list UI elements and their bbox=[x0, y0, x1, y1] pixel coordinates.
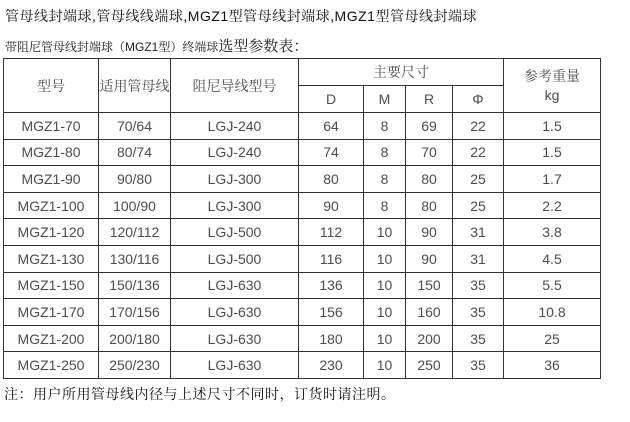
table-cell: 70/64 bbox=[99, 113, 171, 140]
spec-table bbox=[3, 58, 601, 379]
table-cell: 70 bbox=[406, 139, 453, 166]
table-row bbox=[4, 139, 601, 166]
table-row bbox=[4, 325, 601, 352]
table-cell: 31 bbox=[453, 245, 504, 272]
subtitle-table-caption: 选型参数表： bbox=[218, 38, 309, 55]
table-cell: 10 bbox=[364, 272, 406, 299]
table-cell: 90/80 bbox=[99, 166, 171, 193]
table-cell: 116 bbox=[299, 245, 364, 272]
table-cell: 80 bbox=[406, 192, 453, 219]
table-cell: 200 bbox=[406, 325, 453, 352]
header-damping-wire: 阻尼导线型号 bbox=[171, 59, 299, 113]
subtitle-product-name: 带阻尼管母线封端球（MGZ1型）终端球 bbox=[5, 40, 219, 54]
table-cell: 136 bbox=[299, 272, 364, 299]
header-busbar: 适用管母线 bbox=[99, 59, 171, 113]
table-cell: 150/136 bbox=[99, 272, 171, 299]
table-cell: 160 bbox=[406, 299, 453, 326]
table-cell: 150 bbox=[406, 272, 453, 299]
header-weight-unit: kg bbox=[544, 86, 560, 103]
table-cell: MGZ1-100 bbox=[4, 192, 99, 219]
table-cell: 170/156 bbox=[99, 299, 171, 326]
table-cell: 25 bbox=[504, 325, 601, 352]
table-row bbox=[4, 113, 601, 140]
table-cell: 3.8 bbox=[504, 219, 601, 246]
table-cell: 25 bbox=[453, 166, 504, 193]
table-body bbox=[4, 113, 601, 379]
table-cell: LGJ-300 bbox=[171, 166, 299, 193]
table-cell: 35 bbox=[453, 325, 504, 352]
table-cell: 69 bbox=[406, 113, 453, 140]
table-row bbox=[4, 219, 601, 246]
table-cell: 35 bbox=[453, 272, 504, 299]
page-title: 管母线封端球,管母线线端球,MGZ1型管母线封端球,MGZ1型管母线封端球 bbox=[5, 8, 477, 24]
table-cell: LGJ-500 bbox=[171, 219, 299, 246]
table-row bbox=[4, 192, 601, 219]
table-cell: 180 bbox=[299, 325, 364, 352]
table-cell: 10 bbox=[364, 219, 406, 246]
table-cell: 4.5 bbox=[504, 245, 601, 272]
table-cell: MGZ1-130 bbox=[4, 245, 99, 272]
table-cell: 1.5 bbox=[504, 139, 601, 166]
table-cell: 8 bbox=[364, 113, 406, 140]
table-cell: LGJ-630 bbox=[171, 352, 299, 379]
table-cell: 156 bbox=[299, 299, 364, 326]
table-cell: 250 bbox=[406, 352, 453, 379]
table-cell: 1.5 bbox=[504, 113, 601, 140]
header-weight-label: 参考重量 bbox=[524, 67, 580, 84]
table-cell: LGJ-240 bbox=[171, 139, 299, 166]
table-cell: 120/112 bbox=[99, 219, 171, 246]
header-dim-r: R bbox=[406, 86, 453, 113]
table-cell: 35 bbox=[453, 299, 504, 326]
table-cell: LGJ-630 bbox=[171, 272, 299, 299]
table-cell: 90 bbox=[406, 219, 453, 246]
table-cell: 80 bbox=[299, 166, 364, 193]
header-weight bbox=[504, 59, 601, 113]
table-cell: MGZ1-80 bbox=[4, 139, 99, 166]
table-cell: MGZ1-170 bbox=[4, 299, 99, 326]
table-cell: 10 bbox=[364, 352, 406, 379]
table-cell: 250/230 bbox=[99, 352, 171, 379]
table-cell: 8 bbox=[364, 139, 406, 166]
table-row bbox=[4, 299, 601, 326]
table-cell: 90 bbox=[299, 192, 364, 219]
table-cell: LGJ-300 bbox=[171, 192, 299, 219]
table-cell: 1.7 bbox=[504, 166, 601, 193]
header-row-top bbox=[4, 59, 601, 86]
table-cell: LGJ-630 bbox=[171, 299, 299, 326]
table-cell: 8 bbox=[364, 166, 406, 193]
header-dim-phi: Φ bbox=[453, 86, 504, 113]
table-cell: MGZ1-90 bbox=[4, 166, 99, 193]
table-cell: LGJ-630 bbox=[171, 325, 299, 352]
table-cell: 22 bbox=[453, 113, 504, 140]
table-cell: MGZ1-120 bbox=[4, 219, 99, 246]
header-main-dimensions: 主要尺寸 bbox=[299, 59, 504, 86]
table-cell: LGJ-500 bbox=[171, 245, 299, 272]
table-cell: MGZ1-150 bbox=[4, 272, 99, 299]
table-cell: 80/74 bbox=[99, 139, 171, 166]
table-row bbox=[4, 166, 601, 193]
table-row bbox=[4, 352, 601, 379]
table-cell: 22 bbox=[453, 139, 504, 166]
table-cell: 90 bbox=[406, 245, 453, 272]
header-model: 型号 bbox=[4, 59, 99, 113]
table-cell: MGZ1-70 bbox=[4, 113, 99, 140]
table-cell: LGJ-240 bbox=[171, 113, 299, 140]
table-cell: 10 bbox=[364, 245, 406, 272]
table-cell: 5.5 bbox=[504, 272, 601, 299]
footnote: 注：用户所用管母线内径与上述尺寸不同时，订货时请注明。 bbox=[4, 386, 396, 402]
table-cell: 112 bbox=[299, 219, 364, 246]
table-cell: 36 bbox=[504, 352, 601, 379]
table-row bbox=[4, 245, 601, 272]
table-row bbox=[4, 272, 601, 299]
table-header bbox=[4, 59, 601, 113]
table-cell: 10.8 bbox=[504, 299, 601, 326]
table-cell: 25 bbox=[453, 192, 504, 219]
table-cell: 74 bbox=[299, 139, 364, 166]
table-cell: 80 bbox=[406, 166, 453, 193]
table-cell: 31 bbox=[453, 219, 504, 246]
table-cell: 130/116 bbox=[99, 245, 171, 272]
table-cell: MGZ1-200 bbox=[4, 325, 99, 352]
header-dim-m: M bbox=[364, 86, 406, 113]
page-subtitle bbox=[5, 35, 308, 56]
table-cell: 35 bbox=[453, 352, 504, 379]
table-cell: 2.2 bbox=[504, 192, 601, 219]
table-cell: 200/180 bbox=[99, 325, 171, 352]
table-cell: 64 bbox=[299, 113, 364, 140]
table-cell: 100/90 bbox=[99, 192, 171, 219]
header-dim-d: D bbox=[299, 86, 364, 113]
table-cell: MGZ1-250 bbox=[4, 352, 99, 379]
table-cell: 10 bbox=[364, 325, 406, 352]
table-cell: 8 bbox=[364, 192, 406, 219]
table-cell: 10 bbox=[364, 299, 406, 326]
table-cell: 230 bbox=[299, 352, 364, 379]
